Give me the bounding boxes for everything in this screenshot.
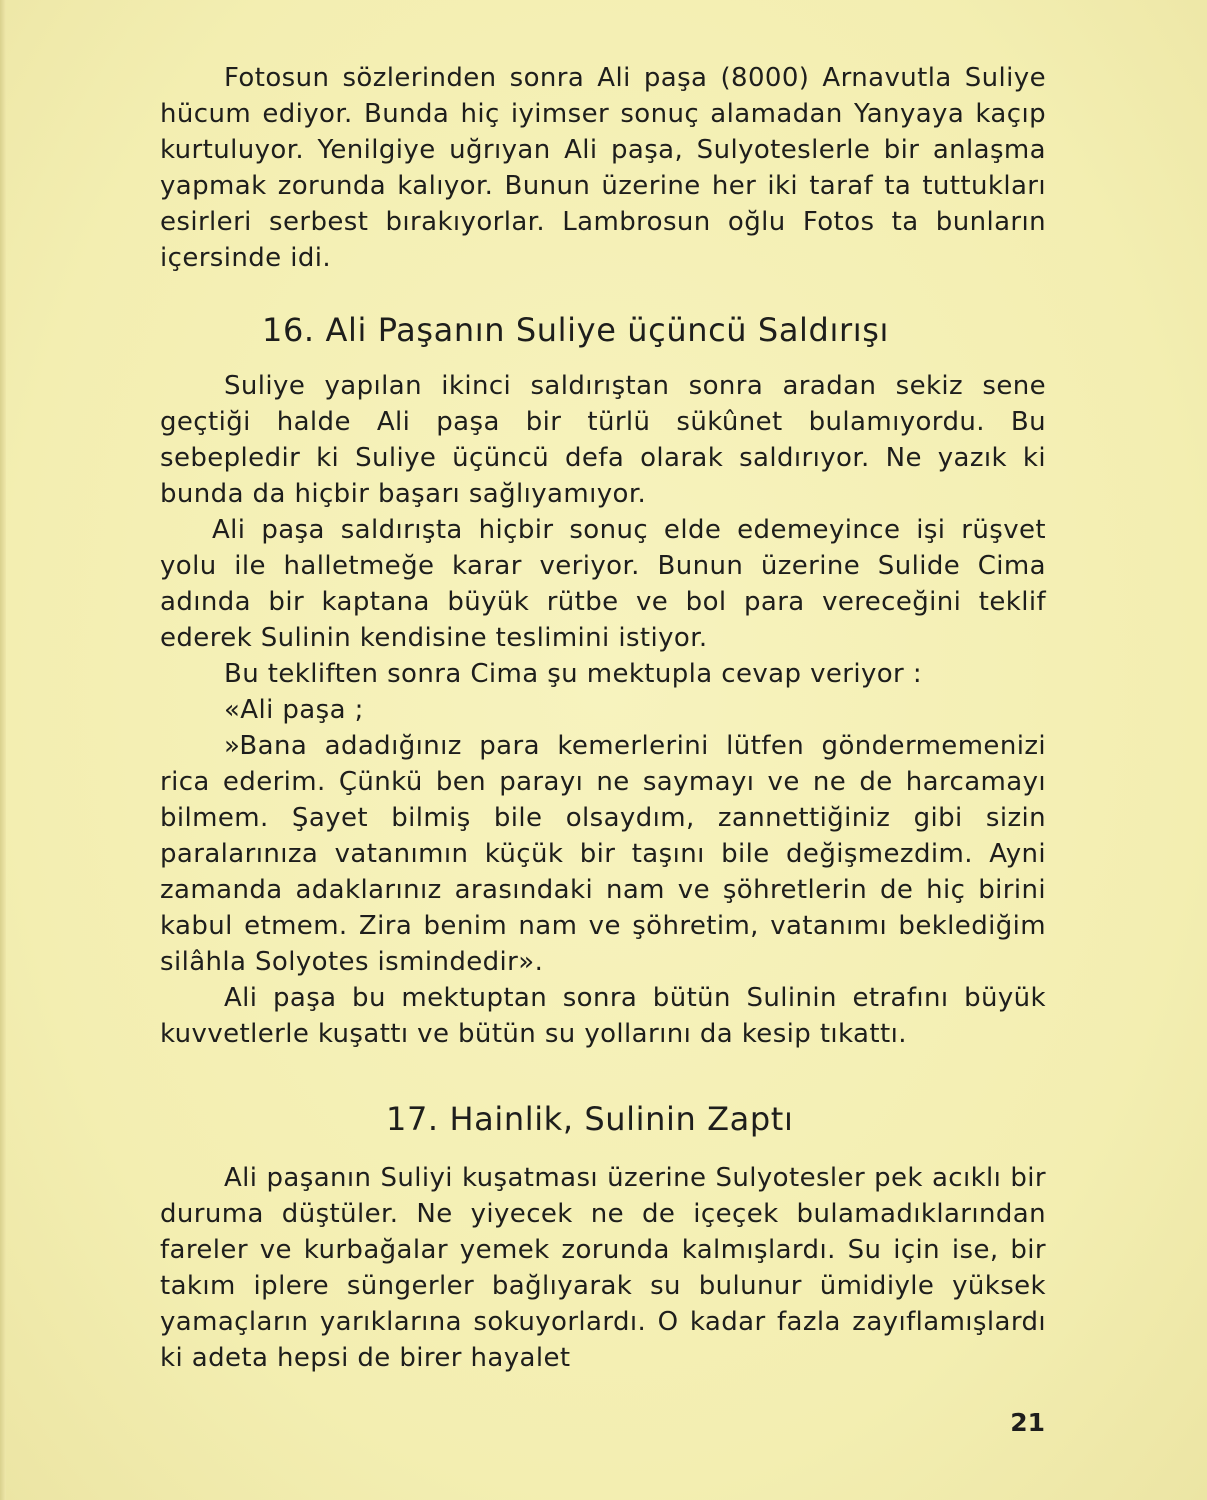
page-edge: [0, 0, 6, 1500]
intro-text-block: [160, 60, 1046, 276]
section-17-heading: 17. Hainlik, Sulinin Zaptı: [386, 1100, 794, 1138]
section-16-paragraph-closing: Ali paşa bu mektuptan sonra bütün Sulinin etrafını büyük kuvvetlerle kuşattı ve bütün su yollarını da kesip tıkattı.: [160, 983, 1046, 1049]
section-16-letter-salutation: «Ali paşa ;: [224, 695, 364, 725]
intro-paragraph: Fotosun sözlerinden sonra Ali paşa (8000) Arnavutla Suliye hücum ediyor. Bunda hiç iyimser sonuç alamadan Yanyaya kaçıp kurtuluyor. Yenilgiye uğrıyan Ali paşa, Sulyoteslerle bir anlaşma yapmak zorunda kalıyor. Bunun üzerine her iki taraf ta tuttukları esirleri serbest bırakıyorlar. Lambrosun oğlu Fotos ta bunların içersinde idi.: [160, 63, 1046, 273]
section-16-heading: 16. Ali Paşanın Suliye üçüncü Saldırışı: [262, 311, 889, 349]
section-16-text-block: [160, 368, 1046, 1052]
section-16-paragraph-2: Ali paşa saldırışta hiçbir sonuç elde edemeyince işi rüşvet yolu ile halletmeğe karar veriyor. Bunun üzerine Sulide Cima adında bir kaptana büyük rütbe ve bol para vereceğini teklif ederek Sulinin kendisine teslimini istiyor.: [160, 515, 1046, 653]
section-17-paragraph: Ali paşanın Suliyi kuşatması üzerine Sulyotesler pek acıklı bir duruma düştüler. Ne yiyecek ne de içeçek bulamadıklarından fareler ve kurbağalar yemek zorunda kalmışlardı. Su için ise, bir takım iplere süngerler bağlıyarak su bulunur ümidiyle yüksek yamaçların yarıklarına sokuyorlardı. O kadar fazla zayıflamışlardı ki adeta hepsi de birer hayalet: [160, 1163, 1046, 1373]
page-number: 21: [1010, 1408, 1045, 1437]
section-17-text-block: [160, 1160, 1046, 1376]
section-16-paragraph-1: Suliye yapılan ikinci saldırıştan sonra aradan sekiz sene geçtiği halde Ali paşa bir türlü sükûnet bulamıyordu. Bu sebepledir ki Suliye üçüncü defa olarak saldırıyor. Ne yazık ki bunda da hiçbir başarı sağlıyamıyor.: [160, 371, 1046, 509]
section-16-paragraph-3: Bu tekliften sonra Cima şu mektupla cevap veriyor :: [224, 659, 922, 689]
section-16-letter-body: »Bana adadığınız para kemerlerini lütfen göndermemenizi rica ederim. Çünkü ben parayı ne saymayı ve ne de harcamayı bilmem. Şayet bilmiş bile olsaydım, zannettiğiniz gibi sizin paralarınıza vatanımın küçük bir taşını bile değişmezdim. Ayni zamanda adaklarınız arasındaki nam ve şöhretlerin de hiç birini kabul etmem. Zira benim nam ve şöhretim, vatanımı beklediğim silâhla Solyotes ismindedir».: [160, 731, 1046, 977]
